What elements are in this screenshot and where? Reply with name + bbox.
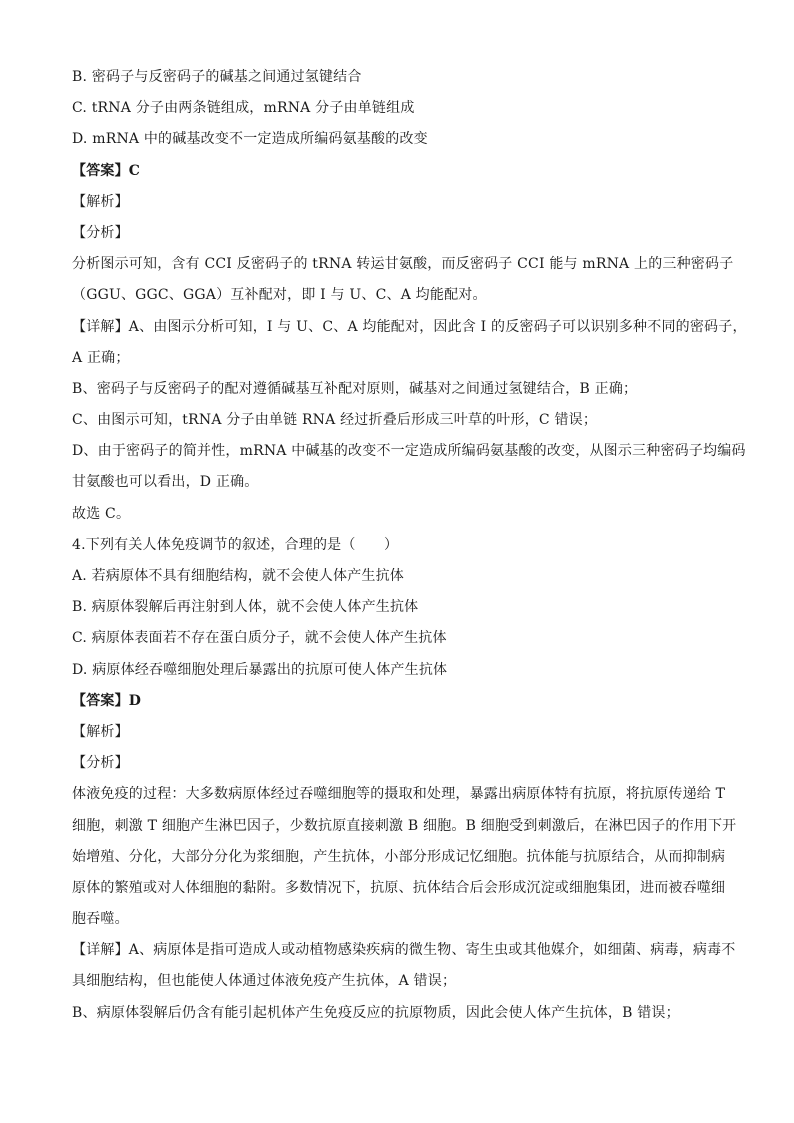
analysis-text: （GGU、GGC、GGA）互补配对，即 I 与 U、C、A 均能配对。	[72, 287, 487, 304]
explanation-label: 【解析】	[72, 723, 129, 740]
analysis-text: 胞吞噬。	[72, 911, 129, 928]
option-b: B. 病原体裂解后再注射到人体，就不会使人体产生抗体	[72, 599, 419, 616]
analysis-label: 【分析】	[72, 224, 129, 241]
analysis-text: 体液免疫的过程：大多数病原体经过吞噬细胞等的摄取和处理，暴露出病原体特有抗原，将抗原传递给 T	[72, 786, 726, 803]
analysis-text: 原体的繁殖或对人体细胞的黏附。多数情况下，抗原、抗体结合后会形成沉淀或细胞集团，进而被吞噬细	[72, 879, 726, 896]
analysis-text: 始增殖、分化，大部分分化为浆细胞，产生抗体，小部分形成记忆细胞。抗体能与抗原结合，从而抑制病	[72, 848, 726, 865]
detail-text: D、由于密码子的简并性，mRNA 中碱基的改变不一定造成所编码氨基酸的改变，从图示三种密码子均编码	[72, 443, 746, 460]
detail-text: C、由图示可知，tRNA 分子由单链 RNA 经过折叠后形成三叶草的叶形，C 错误；	[72, 412, 598, 429]
answer-label: 【答案】C	[72, 162, 141, 179]
detail-text: B、病原体裂解后仍含有能引起机体产生免疫反应的抗原物质，因此会使人体产生抗体，B 错误；	[72, 1004, 680, 1021]
analysis-text: 分析图示可知，含有 CCI 反密码子的 tRNA 转运甘氨酸，而反密码子 CCI 能与 mRNA 上的三种密码子	[72, 256, 734, 273]
conclusion-text: 故选 C。	[72, 505, 131, 522]
analysis-label: 【分析】	[72, 755, 129, 772]
analysis-text: 细胞，刺激 T 细胞产生淋巴因子，少数抗原直接刺激 B 细胞。B 细胞受到刺激后，在淋巴因子的作用下开	[72, 817, 737, 834]
option-d: D. 病原体经吞噬细胞处理后暴露出的抗原可使人体产生抗体	[72, 661, 448, 678]
answer-label: 【答案】D	[72, 692, 142, 709]
option-c: C. 病原体表面若不存在蛋白质分子，就不会使人体产生抗体	[72, 630, 447, 647]
detail-text: 甘氨酸也可以看出，D 正确。	[72, 474, 259, 491]
question-stem: 4.下列有关人体免疫调节的叙述，合理的是（ ）	[72, 536, 399, 553]
option-b: B. 密码子与反密码子的碱基之间通过氢键结合	[72, 69, 362, 85]
option-a: A. 若病原体不具有细胞结构，就不会使人体产生抗体	[72, 568, 405, 584]
option-c: C. tRNA 分子由两条链组成，mRNA 分子由单链组成	[72, 100, 415, 117]
document-content	[72, 62, 747, 1029]
detail-text: 【详解】A、病原体是指可造成人或动植物感染疾病的微生物、寄生虫或其他媒介，如细菌、病毒，病毒不	[72, 942, 736, 959]
detail-text: 具细胞结构，但也能使人体通过体液免疫产生抗体，A 错误；	[72, 973, 457, 990]
detail-text: A 正确；	[72, 349, 130, 366]
explanation-label: 【解析】	[72, 193, 129, 210]
option-d: D. mRNA 中的碱基改变不一定造成所编码氨基酸的改变	[72, 131, 428, 148]
detail-text: 【详解】A、由图示分析可知，I 与 U、C、A 均能配对，因此含 I 的反密码子可以识别多种不同的密码子，	[72, 318, 747, 335]
detail-text: B、密码子与反密码子的配对遵循碱基互补配对原则，碱基对之间通过氢键结合，B 正确；	[72, 380, 638, 397]
